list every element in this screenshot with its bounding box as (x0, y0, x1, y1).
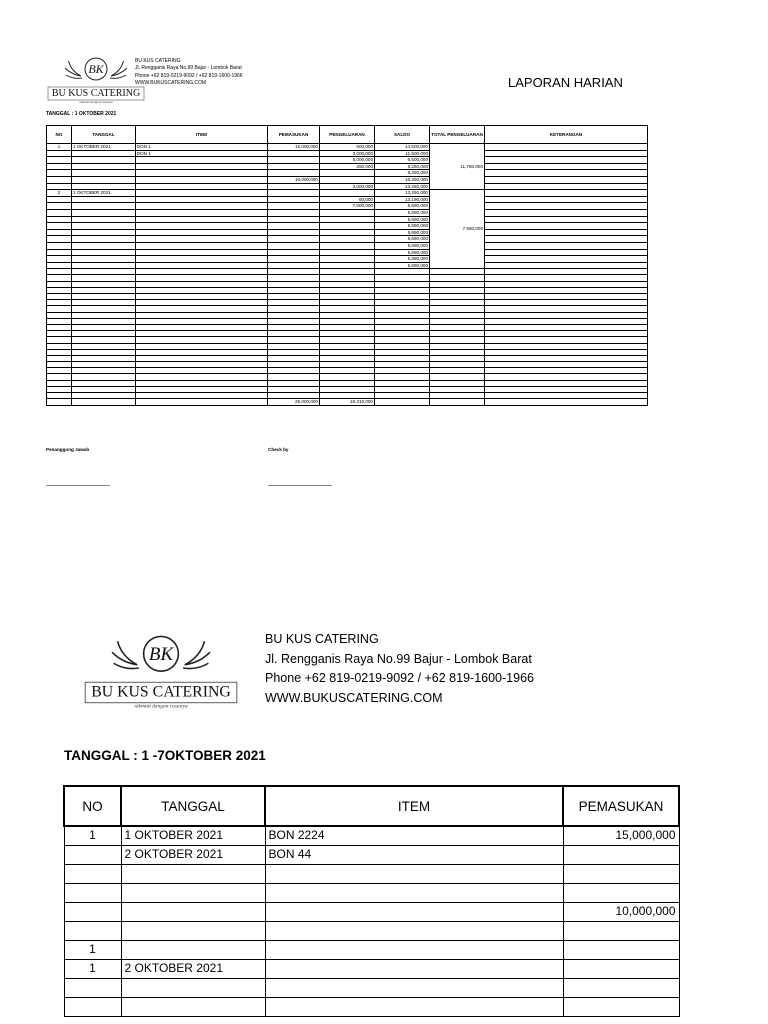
cell-item (136, 209, 268, 216)
table-row (64, 845, 679, 864)
table-row (64, 883, 679, 902)
header-pemasukan: PEMASUKAN (563, 786, 679, 826)
cell-no: 2 (47, 190, 72, 197)
cell-keterangan (485, 216, 648, 223)
cell-pemasukan (268, 163, 320, 170)
cell-no (64, 978, 121, 997)
check-by-label: Check by (268, 447, 289, 452)
cell-tanggal (121, 883, 265, 902)
report-title: LAPORAN HARIAN (508, 75, 623, 90)
table-row (47, 170, 648, 177)
cell-saldo: 11,500,000 (375, 150, 430, 157)
total-pemasukan: 25,000,000 (268, 399, 320, 406)
cell-no (64, 921, 121, 940)
total-pengeluaran: 19,310,000 (320, 399, 375, 406)
header-no: NO (64, 786, 121, 826)
cell-pemasukan (268, 216, 320, 223)
cell-tanggal: 1 OKTOBER 2021 (72, 144, 136, 151)
cell-pemasukan (563, 845, 679, 864)
cell-no: 1 (64, 959, 121, 978)
cell-keterangan (485, 144, 648, 151)
company-website: WWW.BUKUSCATERING.COM (135, 79, 207, 86)
company-address: Jl. Rengganis Raya No.99 Bajur - Lombok Barat (135, 65, 242, 72)
cell-item (265, 978, 563, 997)
table-row (47, 190, 648, 197)
daily-report-table (46, 125, 648, 406)
table-row (64, 978, 679, 997)
cell-no (47, 216, 72, 223)
cell-item (136, 216, 268, 223)
cell-keterangan (485, 176, 648, 183)
cell-item (265, 940, 563, 959)
table-row (47, 242, 648, 249)
cell-tanggal (121, 940, 265, 959)
cell-item (265, 959, 563, 978)
cell-no (47, 229, 72, 236)
cell-pengeluaran (320, 229, 375, 236)
cell-tanggal (72, 176, 136, 183)
cell-tanggal (72, 170, 136, 177)
cell-pengeluaran (320, 256, 375, 263)
cell-tanggal (72, 262, 136, 269)
cell-pemasukan (268, 229, 320, 236)
cell-item (136, 249, 268, 256)
cell-no (47, 262, 72, 269)
cell-tanggal (72, 209, 136, 216)
cell-pengeluaran: 7,500,000 (320, 203, 375, 210)
table-row (47, 144, 648, 151)
cell-no (47, 249, 72, 256)
cell-no (47, 223, 72, 230)
cell-item (136, 190, 268, 197)
logo-wordmark: BU KUS CATERING (91, 683, 231, 701)
table-header-row (47, 126, 648, 144)
cell-no (47, 256, 72, 263)
cell-pemasukan: 10,000,000 (268, 176, 320, 183)
cell-empty (430, 399, 485, 406)
cell-tanggal (72, 203, 136, 210)
cell-pengeluaran (320, 236, 375, 243)
table-row (47, 163, 648, 170)
table-header-row (64, 786, 679, 826)
header-keterangan: KETERANGAN (485, 126, 648, 144)
responsible-label: Penanggung Jawab (46, 447, 90, 452)
cell-item: BON 44 (265, 845, 563, 864)
cell-tanggal (72, 229, 136, 236)
cell-tanggal (121, 864, 265, 883)
cell-no (47, 170, 72, 177)
cell-item (265, 902, 563, 921)
cell-total-pengeluaran: 11,750,000 (430, 144, 485, 190)
cell-pengeluaran (320, 223, 375, 230)
table-row (47, 157, 648, 164)
cell-pengeluaran: 250,000 (320, 163, 375, 170)
cell-saldo: 5,690,000 (375, 262, 430, 269)
cell-pemasukan (268, 170, 320, 177)
cell-pemasukan (563, 940, 679, 959)
table-row (64, 959, 679, 978)
cell-tanggal (72, 256, 136, 263)
cell-saldo: 6,500,000 (375, 157, 430, 164)
cell-item (136, 229, 268, 236)
cell-no: 1 (47, 144, 72, 151)
cell-pengeluaran: 60,000 (320, 196, 375, 203)
cell-pemasukan (268, 190, 320, 197)
cell-tanggal (72, 249, 136, 256)
cell-item (136, 163, 268, 170)
header-item: ITEM (136, 126, 268, 144)
cell-pemasukan (268, 209, 320, 216)
cell-saldo: 6,250,000 (375, 163, 430, 170)
cell-item (136, 183, 268, 190)
cell-saldo: 14,500,000 (375, 144, 430, 151)
cell-item (136, 196, 268, 203)
report-date-small: TANGGAL : 1 OKTOBER 2021 (46, 111, 117, 117)
cell-pengeluaran (320, 262, 375, 269)
table-row (47, 176, 648, 183)
cell-pemasukan (268, 196, 320, 203)
cell-saldo: 13,250,000 (375, 190, 430, 197)
totals-row (47, 399, 648, 406)
cell-pemasukan (268, 249, 320, 256)
cell-keterangan (485, 209, 648, 216)
company-logo-small (46, 52, 146, 104)
cell-keterangan (485, 223, 648, 230)
header-no: NO (47, 126, 72, 144)
cell-keterangan (485, 150, 648, 157)
cell-pemasukan (268, 150, 320, 157)
cell-item (265, 883, 563, 902)
cell-no (64, 883, 121, 902)
cell-tanggal (72, 157, 136, 164)
header-item: ITEM (265, 786, 563, 826)
cell-pengeluaran (320, 216, 375, 223)
cell-pemasukan (563, 959, 679, 978)
cell-item (136, 203, 268, 210)
cell-pemasukan (268, 256, 320, 263)
cell-pemasukan (268, 223, 320, 230)
cell-pemasukan (268, 242, 320, 249)
cell-keterangan (485, 249, 648, 256)
cell-keterangan (485, 203, 648, 210)
cell-item: BON 1 (136, 144, 268, 151)
logo-wordmark: BU KUS CATERING (51, 88, 141, 99)
cell-no (47, 176, 72, 183)
cell-item (136, 256, 268, 263)
cell-pengeluaran (320, 242, 375, 249)
cell-tanggal: 1 OKTOBER 2021 (121, 826, 265, 845)
cell-pengeluaran: 3,000,000 (320, 150, 375, 157)
table-row (64, 997, 679, 1016)
cell-no (47, 196, 72, 203)
cell-saldo: 5,690,000 (375, 242, 430, 249)
cell-pemasukan: 15,000,000 (563, 826, 679, 845)
header-pengeluaran: PENGELUARAN (320, 126, 375, 144)
cell-item (136, 176, 268, 183)
cell-pemasukan (268, 262, 320, 269)
weekly-report-table (63, 785, 680, 1017)
cell-no (47, 150, 72, 157)
cell-pemasukan (563, 997, 679, 1016)
responsible-signature-line (46, 485, 110, 486)
logo-monogram: BK (148, 644, 174, 666)
cell-keterangan (485, 170, 648, 177)
cell-pemasukan (563, 978, 679, 997)
cell-tanggal (72, 150, 136, 157)
cell-item: BON 2224 (265, 826, 563, 845)
company-info-large (265, 630, 534, 708)
company-address: Jl. Rengganis Raya No.99 Bajur - Lombok Barat (265, 651, 532, 666)
cell-saldo: 5,690,000 (375, 256, 430, 263)
header-saldo: SALDO (375, 126, 430, 144)
cell-keterangan (485, 236, 648, 243)
table-row (64, 940, 679, 959)
cell-keterangan (485, 157, 648, 164)
cell-pemasukan (268, 236, 320, 243)
cell-pengeluaran (320, 209, 375, 216)
cell-tanggal: 2 OKTOBER 2021 (72, 190, 136, 197)
cell-saldo: 6,250,000 (375, 170, 430, 177)
cell-pemasukan (268, 203, 320, 210)
cell-saldo: 13,190,000 (375, 196, 430, 203)
cell-no (47, 242, 72, 249)
table-row (47, 236, 648, 243)
cell-pemasukan: 15,000,000 (268, 144, 320, 151)
cell-no (47, 209, 72, 216)
cell-pengeluaran (320, 249, 375, 256)
cell-no (64, 845, 121, 864)
cell-saldo: 5,690,000 (375, 223, 430, 230)
header-tanggal: TANGGAL (121, 786, 265, 826)
cell-no (47, 163, 72, 170)
cell-saldo: 5,690,000 (375, 216, 430, 223)
cell-item: BON 1 (136, 150, 268, 157)
table-row (47, 183, 648, 190)
cell-pemasukan (563, 921, 679, 940)
cell-item (136, 170, 268, 177)
company-name: BU KUS CATERING (265, 632, 379, 646)
cell-pengeluaran: 3,000,000 (320, 183, 375, 190)
company-phone: Phone +62 819-0219-9092 / +62 819-1600-1966 (135, 72, 243, 79)
check-signature-line (268, 485, 332, 486)
cell-item (136, 223, 268, 230)
cell-pemasukan (268, 157, 320, 164)
logo-tagline: nikmati dengan rasanya (134, 703, 188, 710)
cell-pengeluaran (320, 170, 375, 177)
header-tanggal: TANGGAL (72, 126, 136, 144)
cell-item (265, 997, 563, 1016)
cell-tanggal (121, 997, 265, 1016)
company-logo-large (82, 624, 240, 712)
company-website: WWW.BUKUSCATERING.COM (265, 690, 443, 705)
cell-no (64, 902, 121, 921)
cell-tanggal (121, 978, 265, 997)
company-phone: Phone +62 819-0219-9092 / +62 819-1600-1966 (265, 671, 534, 685)
cell-saldo: 5,690,000 (375, 236, 430, 243)
cell-item (136, 157, 268, 164)
cell-pengeluaran (320, 190, 375, 197)
cell-no: 1 (64, 940, 121, 959)
cell-item (136, 236, 268, 243)
cell-pengeluaran (320, 176, 375, 183)
cell-tanggal (121, 921, 265, 940)
cell-saldo: 5,690,000 (375, 249, 430, 256)
cell-tanggal: 2 OKTOBER 2021 (121, 845, 265, 864)
logo-tagline: nikmati dengan rasanya (79, 100, 113, 104)
cell-item (265, 921, 563, 940)
cell-saldo: 16,250,000 (375, 176, 430, 183)
cell-no (47, 183, 72, 190)
cell-saldo: 5,690,000 (375, 229, 430, 236)
cell-tanggal (121, 902, 265, 921)
cell-pemasukan (268, 183, 320, 190)
cell-keterangan (485, 229, 648, 236)
cell-keterangan (485, 183, 648, 190)
table-row (47, 229, 648, 236)
cell-keterangan (485, 163, 648, 170)
company-name: BU KUS CATERING (135, 58, 181, 64)
cell-keterangan (485, 256, 648, 263)
cell-tanggal (72, 242, 136, 249)
table-row (47, 209, 648, 216)
cell-total-pengeluaran: 7,560,000 (430, 190, 485, 269)
cell-pengeluaran: 5,000,000 (320, 157, 375, 164)
cell-pemasukan (563, 883, 679, 902)
cell-saldo: 13,250,000 (375, 183, 430, 190)
cell-tanggal: 2 OKTOBER 2021 (121, 959, 265, 978)
cell-keterangan (485, 190, 648, 197)
cell-saldo: 5,690,000 (375, 203, 430, 210)
cell-no (47, 203, 72, 210)
cell-tanggal (72, 216, 136, 223)
logo-monogram: BK (88, 62, 104, 76)
cell-empty (375, 399, 430, 406)
cell-no (64, 864, 121, 883)
cell-keterangan (485, 262, 648, 269)
cell-no: 1 (64, 826, 121, 845)
cell-tanggal (72, 223, 136, 230)
table-row (47, 256, 648, 263)
cell-empty (136, 399, 268, 406)
cell-empty (485, 399, 648, 406)
cell-saldo: 5,690,000 (375, 209, 430, 216)
cell-empty (72, 399, 136, 406)
table-row (64, 826, 679, 845)
cell-tanggal (72, 183, 136, 190)
company-info-small (135, 58, 243, 87)
cell-no (47, 157, 72, 164)
header-pemasukan: PEMASUKAN (268, 126, 320, 144)
cell-item (265, 864, 563, 883)
cell-item (136, 262, 268, 269)
table-row (47, 150, 648, 157)
cell-keterangan (485, 242, 648, 249)
table-row (47, 203, 648, 210)
table-row (64, 902, 679, 921)
header-total-pengeluaran: TOTAL PENGELUARAN (430, 126, 485, 144)
cell-pengeluaran: 500,000 (320, 144, 375, 151)
cell-item (136, 242, 268, 249)
cell-tanggal (72, 236, 136, 243)
cell-empty (47, 399, 72, 406)
cell-pemasukan: 10,000,000 (563, 902, 679, 921)
table-row (47, 216, 648, 223)
table-row (47, 249, 648, 256)
cell-tanggal (72, 163, 136, 170)
table-row (47, 262, 648, 269)
table-row (47, 223, 648, 230)
cell-tanggal (72, 196, 136, 203)
table-row (47, 196, 648, 203)
cell-pemasukan (563, 864, 679, 883)
report-date-large: TANGGAL : 1 -7OKTOBER 2021 (64, 748, 266, 763)
cell-keterangan (485, 196, 648, 203)
cell-no (47, 236, 72, 243)
table-row (64, 864, 679, 883)
cell-no (64, 997, 121, 1016)
table-row (64, 921, 679, 940)
